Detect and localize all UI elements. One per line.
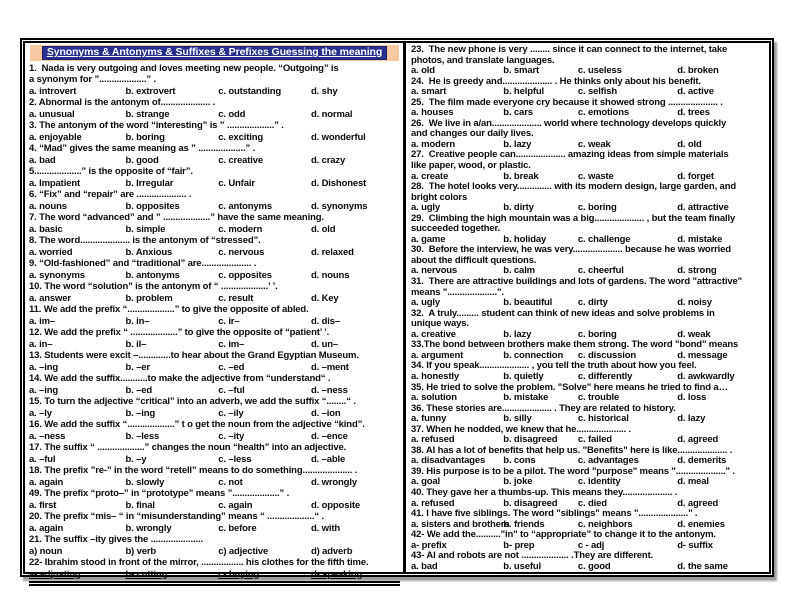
question-block xyxy=(29,488,400,511)
answer-option: b. extrovert xyxy=(125,85,176,97)
options-row xyxy=(411,393,766,404)
answer-option: c. challenge xyxy=(577,233,631,245)
question-block xyxy=(411,45,766,77)
question-block xyxy=(29,465,400,488)
answer-option: b. disagreed xyxy=(503,434,558,446)
answer-option: c. useless xyxy=(577,65,622,77)
answer-option: a. again xyxy=(29,522,64,534)
options-row xyxy=(29,500,400,512)
question-text: 30. Before the interview, he was very.................... because he was worried xyxy=(411,244,731,256)
answer-option: c. boring xyxy=(577,202,617,214)
answer-option: c. creative xyxy=(218,154,264,166)
question-text: 4. “Mad” gives the same meaning as ” ...................” . xyxy=(29,143,256,154)
answer-option: b. simple xyxy=(125,223,166,235)
options-row xyxy=(29,247,400,259)
answer-option: b. Anxious xyxy=(125,246,173,258)
answer-option: c. –less xyxy=(218,453,252,465)
question-block xyxy=(411,383,766,404)
answer-option: c. discussion xyxy=(577,349,637,361)
question-text: 24. He is greedy and.................... . He thinks only about his benefit. xyxy=(411,75,701,87)
options-row xyxy=(29,178,400,190)
answer-option: d. trees xyxy=(677,107,710,119)
question-text: 49. The prefix “proto–” in “prototype” means ”...................” . xyxy=(29,488,290,499)
answer-option: a. creative xyxy=(411,328,456,340)
answer-option: a. enjoyable xyxy=(29,131,82,143)
question-block xyxy=(29,212,400,235)
question-block xyxy=(411,245,766,277)
options-row xyxy=(29,408,400,420)
question-text: 22- Ibrahim stood in front of the mirror, ................. his clothes for the fifth time. xyxy=(29,557,369,568)
question-block xyxy=(411,98,766,119)
answer-option: d. Key xyxy=(310,292,339,304)
options-row xyxy=(29,523,400,535)
question-text: 17. The suffix “ ...................” changes the noun “health” into an adjective. xyxy=(29,442,347,453)
question-text: 1. Nada is very outgoing and loves meeting new people. “Outgoing” is xyxy=(29,62,339,74)
answer-option: a. game xyxy=(411,233,446,245)
answer-option: a. –ing xyxy=(29,361,59,373)
options-row xyxy=(29,109,400,121)
answer-option: c. died xyxy=(577,497,607,509)
answer-option: d. the same xyxy=(677,560,728,572)
answer-option: c. good xyxy=(577,560,611,572)
answer-option: b. calm xyxy=(503,265,535,277)
answer-option: d. Dishonest xyxy=(310,177,367,189)
question-block xyxy=(411,467,766,488)
title-band xyxy=(30,45,399,61)
options-row xyxy=(29,224,400,236)
answer-option: b. disagreed xyxy=(503,497,558,509)
question-block xyxy=(29,120,400,143)
answer-option: c. waste xyxy=(577,170,614,182)
answer-option: b. antonyms xyxy=(125,269,180,281)
answer-option: a. –ness xyxy=(29,430,66,442)
answer-option: d. weak xyxy=(677,328,711,340)
answer-option: a. nervous xyxy=(411,265,458,277)
question-block xyxy=(411,277,766,309)
question-text: 27. Creative people can.................... amazing ideas from simple materials xyxy=(411,149,729,161)
answer-option: c. failed xyxy=(577,434,612,446)
options-row xyxy=(29,362,400,374)
answer-option: a. bad xyxy=(29,154,56,166)
question-text: like paper, wood, or plastic. xyxy=(411,160,531,172)
question-text: 2. Abnormal is the antonym of.................... . xyxy=(29,97,216,108)
options-row xyxy=(29,546,400,558)
options-row xyxy=(29,132,400,144)
question-block xyxy=(29,419,400,442)
question-text: 20. The prefix “mis– “ in “misunderstanding” means “ ...................“ . xyxy=(29,511,324,522)
question-text: 37. When he nodded, we knew that he.................... . xyxy=(411,423,632,435)
answer-option: b. problem xyxy=(125,292,173,304)
answer-option: a. –ing xyxy=(29,384,59,396)
answer-option: b. quietly xyxy=(503,370,544,382)
answer-option: d- speaking xyxy=(310,568,363,580)
answer-option: c. before xyxy=(218,522,257,534)
answer-option: d. –able xyxy=(310,453,346,465)
answer-option: a. refused xyxy=(411,434,455,446)
answer-option: a. smart xyxy=(411,86,447,98)
question-text: 32. A truly......... student can think of new ideas and solve problems in xyxy=(411,307,715,319)
answer-option: a. sisters and brothers xyxy=(411,518,510,530)
question-text: 16. We add the suffix “...................” t o get the noun from the adjective “kind”. xyxy=(29,419,365,430)
options-row xyxy=(29,293,400,305)
question-text: 10. The word “solution” is the antonym of “ ...................’ ’. xyxy=(29,281,278,292)
answer-option: d. loss xyxy=(677,392,707,404)
answer-option: a. nouns xyxy=(29,200,67,212)
answer-option: c. identity xyxy=(577,476,621,488)
answer-option: b. wrongly xyxy=(125,522,172,534)
answer-option: c. not xyxy=(218,476,243,488)
answer-option: b. boring xyxy=(125,131,165,143)
question-text: 7. The word “advanced” and ” ...................” have the same meaning. xyxy=(29,212,324,223)
page-title: Synonyms & Antonyms & Suffixes & Prefixes Guessing the meaning xyxy=(42,46,387,60)
question-text: 18. The prefix ”re-” in the word “retell” means to do something.................... . xyxy=(29,465,358,476)
answer-option: a. im– xyxy=(29,315,56,327)
answer-option: c. outstanding xyxy=(218,85,282,97)
answer-option: b. mistake xyxy=(503,392,549,404)
answer-option: b. –less xyxy=(125,430,160,442)
question-block xyxy=(29,534,400,557)
answer-option: b. connection xyxy=(503,349,564,361)
question-text: unique ways. xyxy=(411,318,469,330)
answer-option: d. strong xyxy=(677,265,717,277)
answer-option: d. dis– xyxy=(310,315,340,327)
question-text: 31. There are attractive buildings and lots of gardens. The word "attractive" xyxy=(411,276,742,288)
answer-option: a. ugly xyxy=(411,202,441,214)
answer-option: a. houses xyxy=(411,107,454,119)
answer-option: d. normal xyxy=(310,108,353,120)
answer-option: c. result xyxy=(218,292,254,304)
answer-option: b. holiday xyxy=(503,233,547,245)
answer-option: b. final xyxy=(125,499,155,511)
answer-option: a. first xyxy=(29,499,57,511)
answer-option: c. –ity xyxy=(218,430,245,442)
answer-option: a. refused xyxy=(411,497,455,509)
answer-option: c. advantages xyxy=(577,455,639,467)
answer-option: d. noisy xyxy=(677,297,712,309)
answer-option: d. mistake xyxy=(677,233,723,245)
options-row xyxy=(29,385,400,397)
answer-option: b. opposites xyxy=(125,200,180,212)
question-text: succeeded together. xyxy=(411,223,501,235)
answer-option: d. –ence xyxy=(310,430,348,442)
question-text: 11. We add the prefix “...................” to give the opposite of abled. xyxy=(29,304,309,315)
answer-option: d. with xyxy=(310,522,340,534)
question-text: means "....................". xyxy=(411,286,504,298)
answer-option: b. –ed xyxy=(125,384,153,396)
answer-option: b. il– xyxy=(125,338,147,350)
answer-option: a. unusual xyxy=(29,108,75,120)
question-block xyxy=(29,235,400,258)
options-row xyxy=(29,86,400,98)
answer-option: d. un– xyxy=(310,338,339,350)
answer-option: b. Irregular xyxy=(125,177,174,189)
question-block xyxy=(29,97,400,120)
answer-option: d. –ment xyxy=(310,361,349,373)
answer-option: b. in– xyxy=(125,315,150,327)
answer-option: c. emotions xyxy=(577,107,629,119)
answer-option: d. active xyxy=(677,86,714,98)
answer-option: d. opposite xyxy=(310,499,360,511)
question-text: 42- We add the.........."in" to “appropriate” to change it to the antonym. xyxy=(411,529,716,541)
question-block xyxy=(29,557,400,586)
answer-option: d- suffix xyxy=(677,539,713,551)
question-text: 26. We live in a/an.................... world where technology develops quickly xyxy=(411,117,727,129)
question-block xyxy=(411,182,766,214)
options-row xyxy=(29,316,400,328)
question-text: 25. The film made everyone cry because it showed strong .................... . xyxy=(411,96,723,108)
answer-option: a. old xyxy=(411,65,435,77)
answer-option: b. –y xyxy=(125,453,147,465)
options-row xyxy=(29,454,400,466)
options-row xyxy=(411,372,766,383)
answer-option: c. opposites xyxy=(218,269,272,281)
right-column xyxy=(406,43,769,572)
answer-option: d. crazy xyxy=(310,154,346,166)
answer-option: a- adjusting xyxy=(29,568,81,580)
answer-option: d) adverb xyxy=(310,545,353,557)
answer-option: c. historical xyxy=(577,413,629,425)
answer-option: d. agreed xyxy=(677,497,719,509)
answer-option: b. smart xyxy=(503,65,540,77)
question-text: 15. To turn the adjective “critical” into an adverb, we add the suffix “........“ . xyxy=(29,396,356,407)
question-block xyxy=(411,551,766,572)
options-row xyxy=(29,569,400,581)
answer-option: d. old xyxy=(677,138,702,150)
question-block xyxy=(29,166,400,189)
answer-option: c. again xyxy=(218,499,253,511)
answer-option: c. weak xyxy=(577,138,611,150)
question-text: 43- AI and robots are not ................... .They are different. xyxy=(411,550,654,562)
answer-option: c. trouble xyxy=(577,392,620,404)
question-text: and changes our daily lives. xyxy=(411,128,534,140)
answer-option: b. lazy xyxy=(503,328,532,340)
question-block xyxy=(411,309,766,341)
question-block xyxy=(411,119,766,151)
answer-option: b. dirty xyxy=(503,202,534,214)
options-row xyxy=(29,431,400,443)
question-block xyxy=(29,143,400,166)
answer-option: c. ir– xyxy=(218,315,240,327)
answer-option: a. –ly xyxy=(29,407,52,419)
question-block xyxy=(411,530,766,551)
question-block xyxy=(411,488,766,509)
question-block xyxy=(411,77,766,98)
answer-option: c. nervous xyxy=(218,246,265,258)
answer-option: c. cheerful xyxy=(577,265,624,277)
options-row xyxy=(29,270,400,282)
question-block xyxy=(411,509,766,530)
answer-option: c. –ful xyxy=(218,384,245,396)
answer-option: a. bad xyxy=(411,560,438,572)
answer-option: a. worried xyxy=(29,246,73,258)
question-text: bright colors xyxy=(411,191,468,203)
answer-option: d. enemies xyxy=(677,518,725,530)
question-text: about the difficult questions. xyxy=(411,254,537,266)
answer-option: b. lazy xyxy=(503,138,532,150)
answer-option: d. relaxed xyxy=(310,246,354,258)
answer-option: b- prep xyxy=(503,539,535,551)
question-text: 3. The antonym of the word “interesting” is ” ...................” . xyxy=(29,120,284,131)
answer-option: a. Impatient xyxy=(29,177,80,189)
options-row xyxy=(411,562,766,573)
question-text: 8. The word.................... is the antonym of “stressed”. xyxy=(29,235,261,246)
question-text: a synonym for ”...................” . xyxy=(29,74,156,85)
answer-option: b- cutting xyxy=(125,568,168,580)
question-block xyxy=(411,214,766,246)
answer-option: b. silly xyxy=(503,413,532,425)
answer-option: a. funny xyxy=(411,413,447,425)
answer-option: d. synonyms xyxy=(310,200,368,212)
answer-option: c) adjective xyxy=(218,545,269,557)
answer-option: b. break xyxy=(503,170,539,182)
answer-option: c. –ily xyxy=(218,407,244,419)
question-text: 40. They gave her a thumbs-up. This means they.................... . xyxy=(411,486,678,498)
answer-option: d. attractive xyxy=(677,202,729,214)
question-block xyxy=(411,404,766,425)
answer-option: b. slowly xyxy=(125,476,165,488)
answer-option: c. neighbors xyxy=(577,518,633,530)
answer-option: c. –ed xyxy=(218,361,245,373)
answer-option: a. again xyxy=(29,476,64,488)
worksheet-frame xyxy=(20,38,774,580)
answer-option: d. shy xyxy=(310,85,338,97)
question-text: photos, and translate languages. xyxy=(411,54,555,66)
options-row xyxy=(29,339,400,351)
answer-option: c. differently xyxy=(577,370,633,382)
question-text: 9. “Old-fashioned” and “traditional” are.................... . xyxy=(29,258,257,269)
answer-option: c. modern xyxy=(218,223,263,235)
answer-option: d. agreed xyxy=(677,434,719,446)
answer-option: a- prefix xyxy=(411,539,447,551)
answer-option: c. antonyms xyxy=(218,200,272,212)
answer-option: d. message xyxy=(677,349,728,361)
question-block xyxy=(29,63,400,98)
answer-option: a. –ful xyxy=(29,453,56,465)
question-text: 39. His purpose is to be a pilot. The word "purpose" means "...................." . xyxy=(411,465,735,477)
answer-option: a. solution xyxy=(411,392,457,404)
question-text: 36. These stories are.................... . They are related to history. xyxy=(411,402,676,414)
question-block xyxy=(411,446,766,467)
question-text: 23. The new phone is very ........ since it can connect to the internet, take xyxy=(411,44,728,55)
answer-option: c. selfish xyxy=(577,86,618,98)
answer-option: d. wonderful xyxy=(310,131,366,143)
answer-option: a) noun xyxy=(29,545,63,557)
question-text: 34. If you speak.................... , you tell the truth about how you feel. xyxy=(411,360,697,372)
answer-option: d. lazy xyxy=(677,413,706,425)
answer-option: b. friends xyxy=(503,518,545,530)
answer-option: c - adj xyxy=(577,539,605,551)
question-text: 14. We add the suffix...........to make the adjective from “understand“ . xyxy=(29,373,331,384)
answer-option: b. cons xyxy=(503,455,536,467)
answer-option: b. strange xyxy=(125,108,170,120)
answer-option: d. broken xyxy=(677,65,719,77)
answer-option: b. cars xyxy=(503,107,533,119)
answer-option: d. meal xyxy=(677,476,709,488)
answer-option: c. odd xyxy=(218,108,246,120)
answer-option: b. good xyxy=(125,154,159,166)
question-block xyxy=(29,281,400,304)
question-text: 41. I have five siblings. The word "siblings" means "...................." . xyxy=(411,508,698,520)
question-block xyxy=(411,150,766,182)
question-block xyxy=(411,425,766,446)
left-column xyxy=(25,43,406,580)
answer-option: d. demerits xyxy=(677,455,727,467)
question-text: 28. The hotel looks very.............. with its modern design, large garden, and xyxy=(411,181,736,193)
question-block xyxy=(29,511,400,534)
answer-option: a. create xyxy=(411,170,449,182)
answer-option: a. synonyms xyxy=(29,269,85,281)
answer-option: c. im– xyxy=(218,338,245,350)
answer-option: d. wrongly xyxy=(310,476,357,488)
question-text: 29. Climbing the high mountain was a big.................... , but the team finally xyxy=(411,212,736,224)
answer-option: d. old xyxy=(310,223,336,235)
answer-option: b. joke xyxy=(503,476,533,488)
answer-option: a. ugly xyxy=(411,297,441,309)
question-text: 6. “Fix” and “repair” are .................... . xyxy=(29,189,192,200)
answer-option: c. Unfair xyxy=(218,177,255,189)
answer-option: c. exciting xyxy=(218,131,264,143)
answer-option: a. basic xyxy=(29,223,63,235)
answer-option: d. nouns xyxy=(310,269,350,281)
answer-option: b. useful xyxy=(503,560,542,572)
question-block xyxy=(29,304,400,327)
answer-option: b. –ing xyxy=(125,407,156,419)
options-row xyxy=(29,477,400,489)
question-text: 21. The suffix –ity gives the ..................... xyxy=(29,534,203,545)
answer-option: d. –ness xyxy=(310,384,348,396)
question-block xyxy=(411,340,766,361)
answer-option: d. awkwardly xyxy=(677,370,735,382)
options-row xyxy=(29,155,400,167)
answer-option: c- buying xyxy=(218,568,260,580)
question-block xyxy=(29,396,400,419)
answer-option: d. forget xyxy=(677,170,714,182)
answer-option: c. dirty xyxy=(577,297,608,309)
question-block xyxy=(29,189,400,212)
answer-option: a. honestly xyxy=(411,370,459,382)
question-text: 12. We add the prefix “ ...................” to give the opposite of “patient’ ’. xyxy=(29,327,330,338)
question-text: 38. AI has a lot of benefits that help us. "Benefits" here is like.................... . xyxy=(411,444,733,456)
answer-option: a. introvert xyxy=(29,85,77,97)
question-block xyxy=(29,350,400,373)
answer-option: b) verb xyxy=(125,545,157,557)
question-text: 35. He tried to solve the problem. "Solve" here means he tried to find a… xyxy=(411,381,728,393)
answer-option: a. modern xyxy=(411,138,456,150)
question-text: 5...................” is the opposite of “fair”. xyxy=(29,166,193,177)
answer-option: a. in– xyxy=(29,338,53,350)
answer-option: a. goal xyxy=(411,476,441,488)
question-text: 33.The bond between brothers make them strong. The word "bond" means xyxy=(411,339,739,351)
answer-option: a. disadvantages xyxy=(411,455,486,467)
answer-option: d. –ion xyxy=(310,407,341,419)
answer-option: a. answer xyxy=(29,292,71,304)
options-row xyxy=(29,201,400,213)
question-block xyxy=(29,258,400,281)
question-block xyxy=(29,327,400,350)
question-block xyxy=(29,442,400,465)
answer-option: a. argument xyxy=(411,349,464,361)
answer-option: b. –er xyxy=(125,361,150,373)
question-block xyxy=(411,361,766,382)
answer-option: c. boring xyxy=(577,328,617,340)
question-block xyxy=(29,373,400,396)
answer-option: b. helpful xyxy=(503,86,545,98)
answer-option: b. beautiful xyxy=(503,297,553,309)
question-text: 13. Students were excit –.............to hear about the Grand Egyptian Museum. xyxy=(29,350,359,361)
